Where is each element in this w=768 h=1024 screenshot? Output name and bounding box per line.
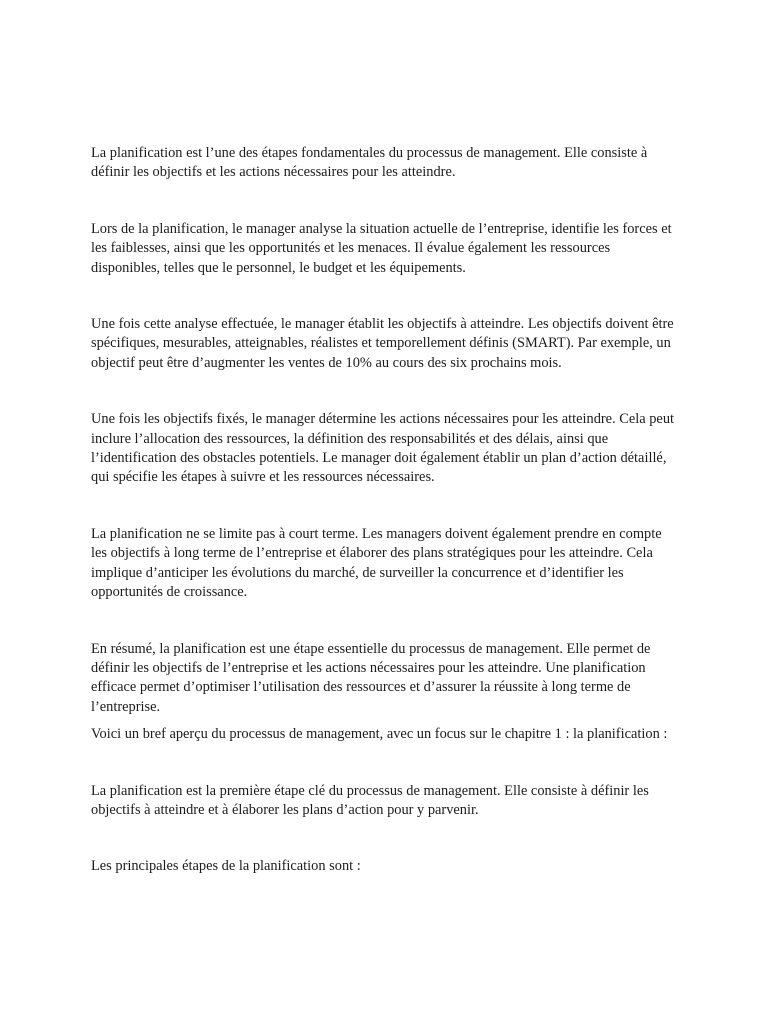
document-body — [91, 144, 681, 877]
paragraph-4: Une fois les objectifs fixés, le manager détermine les actions nécessaires pour les atteindre. Cela peut inclure l’allocation des ressources, la définition des responsabilités et des délais, ainsi que l’identification des obstacles potentiels. Le manager doit également établir un plan d’action détaillé, qui spécifie les étapes à suivre et les ressources nécessaires. — [91, 411, 675, 486]
paragraph-1: La planification est l’une des étapes fondamentales du processus de management. Elle consiste à définir les objectifs et les actions nécessaires pour les atteindre. — [91, 145, 648, 181]
paragraph-3: Une fois cette analyse effectuée, le manager établit les objectifs à atteindre. Les objectifs doivent être spécifiques, mesurables, atteignables, réalistes et temporellement définis (SMART). Par exemple, un objectif peut être d’augmenter les ventes de 10% au cours des six prochains mois. — [91, 316, 674, 371]
paragraph-5: La planification ne se limite pas à court terme. Les managers doivent également prendre en compte les objectifs à long terme de l’entreprise et élaborer des plans stratégiques pour les atteindre. Cela implique d’anticiper les évolutions du marché, de surveiller la concurrence et d’identifier les opportunités de croissance. — [91, 525, 662, 601]
paragraph-9: Les principales étapes de la planification sont : — [91, 858, 361, 875]
paragraph-8: La planification est la première étape clé du processus de management. Elle consiste à définir les objectifs à atteindre et à élaborer les plans d’action pour y parvenir. — [91, 782, 649, 818]
paragraph-2: Lors de la planification, le manager analyse la situation actuelle de l’entreprise, identifie les forces et les faiblesses, ainsi que les opportunités et les menaces. Il évalue également les ressources disponibles, telles que le personnel, le budget et les équipements. — [91, 220, 672, 276]
paragraph-7: Voici un bref aperçu du processus de management, avec un focus sur le chapitre 1 : la planification : — [91, 726, 668, 743]
paragraph-6: En résumé, la planification est une étape essentielle du processus de management. Elle permet de définir les objectifs de l’entreprise et les actions nécessaires pour les atteindre. Une planification efficace permet d’optimiser l’utilisation des ressources et d’assurer la réussite à long terme de l’entreprise. — [91, 640, 651, 715]
